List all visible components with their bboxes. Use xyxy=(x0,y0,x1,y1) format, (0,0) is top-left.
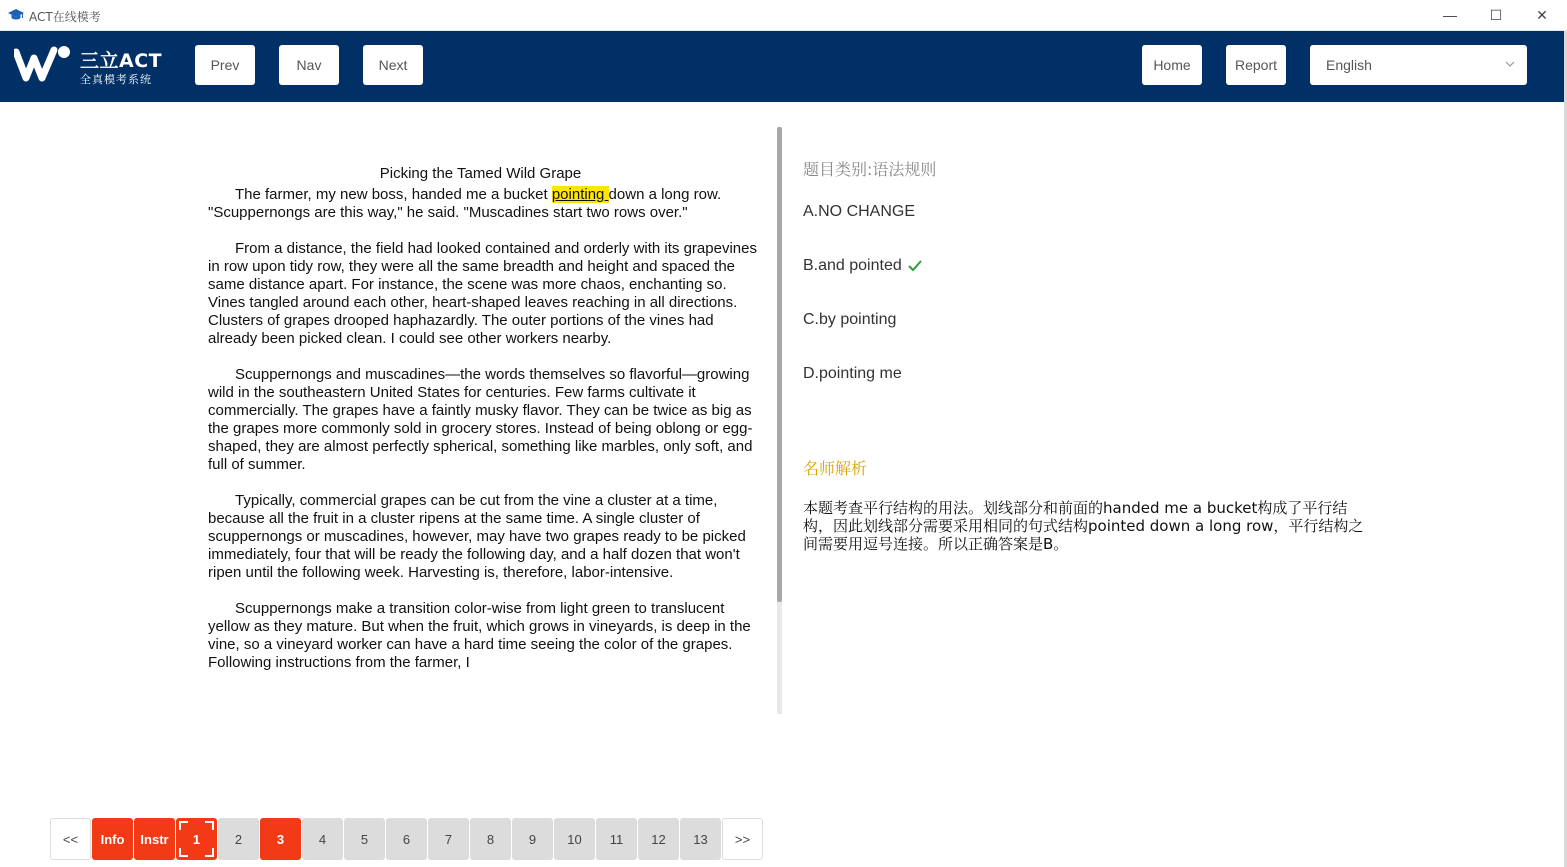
window-titlebar xyxy=(0,0,1567,31)
answer-option-d[interactable]: D.pointing me xyxy=(803,365,902,382)
nav-question-5[interactable]: 5 xyxy=(344,818,385,860)
brand-subtitle: 全真模考系统 xyxy=(80,73,152,86)
answer-option-b[interactable]: B.and pointed xyxy=(803,257,922,275)
passage-title: Picking the Tamed Wild Grape xyxy=(379,165,582,182)
next-button[interactable]: Next xyxy=(363,45,423,85)
passage-paragraph-4: Typically, commercial grapes can be cut from the vine a cluster at a time, because all the fruit in a cluster ripens at the same time. A single cluster of scuppernongs or muscadines, however, may have two grapes ready to be picked immediately, four that will be ready the following day, and a half dozen that won't ripen until the following week. Harvesting is, therefore, labor-intensive. xyxy=(208,492,746,581)
nav-prev-page[interactable]: << xyxy=(50,818,91,860)
answer-option-c[interactable]: C.by pointing xyxy=(803,311,897,328)
brand-logo xyxy=(14,44,174,90)
home-button[interactable]: Home xyxy=(1142,45,1202,85)
nav-question-8[interactable]: 8 xyxy=(470,818,511,860)
window-title: ACT在线模考 xyxy=(29,10,101,24)
prev-button[interactable]: Prev xyxy=(195,45,255,85)
question-navigator xyxy=(50,818,764,860)
reading-passage xyxy=(208,165,763,714)
nav-instr[interactable]: Instr xyxy=(134,818,175,860)
maximize-icon: ☐ xyxy=(1489,6,1503,23)
report-button[interactable]: Report xyxy=(1226,45,1286,85)
nav-question-2[interactable]: 2 xyxy=(218,818,259,860)
nav-next-page[interactable]: >> xyxy=(722,818,763,860)
passage-scrollbar[interactable] xyxy=(777,127,782,714)
language-selected-value: English xyxy=(1326,57,1372,73)
close-window-button[interactable] xyxy=(1519,0,1565,30)
nav-info[interactable]: Info xyxy=(92,818,133,860)
passage-paragraph-2: From a distance, the field had looked contained and orderly with its grapevines in row upon tidy row, they were all the same breadth and height and spaced the same distance apart. For instance, the scene was more chaos, enchanting so. Vines tangled around each other, heart-shaped leaves reaching in all directions. Clusters of grapes drooped haphazardly. The outer portions of the vines had already been picked clean. I could see other workers nearby. xyxy=(208,240,757,347)
minimize-icon: — xyxy=(1443,7,1457,23)
nav-question-13[interactable]: 13 xyxy=(680,818,721,860)
nav-question-1[interactable]: 1 xyxy=(176,818,217,860)
passage-paragraph-5: Scuppernongs make a transition color-wise from light green to translucent yellow as they mature. But when the fruit, which grows in vineyards, is deep in the vine, so a vineyard worker can have a hard time seeing the color of the grapes. Following instructions from the farmer, I xyxy=(208,600,751,671)
question-category: 题目类别:语法规则 xyxy=(803,160,937,179)
underlined-highlight: pointing xyxy=(551,186,609,203)
maximize-button[interactable] xyxy=(1473,0,1519,30)
nav-question-10[interactable]: 10 xyxy=(554,818,595,860)
nav-question-12[interactable]: 12 xyxy=(638,818,679,860)
analysis-text: 本题考查平行结构的用法。划线部分和前面的handed me a bucket构成了平行结构，因此划线部分需要采用相同的句式结构pointed down a long row，平行结构之间需要用逗号连接。所以正确答案是B。 xyxy=(803,499,1364,553)
analysis-heading: 名师解析 xyxy=(803,459,868,478)
passage-paragraph-3: Scuppernongs and muscadines—the words themselves so flavorful—growing wild in the southeastern United States for centuries. Few farms cultivate it commercially. The grapes have a faintly musky flavor. They can be twice as big as the grapes more commonly sold in grocery stores. Instead of being oblong or egg-shaped, they are almost perfectly spherical, something like marbles, only soft, and full of summer. xyxy=(208,366,753,473)
nav-question-11[interactable]: 11 xyxy=(596,818,637,860)
nav-question-3[interactable]: 3 xyxy=(260,818,301,860)
graduation-cap-icon xyxy=(8,8,24,22)
nav-question-9[interactable]: 9 xyxy=(512,818,553,860)
nav-button[interactable]: Nav xyxy=(279,45,339,85)
passage-paragraph-1: The farmer, my new boss, handed me a bucket pointing down a long row. "Scuppernongs are this way," he said. "Muscadines start two rows over." xyxy=(208,186,722,221)
chevron-down-icon xyxy=(1505,59,1515,69)
nav-question-7[interactable]: 7 xyxy=(428,818,469,860)
logo-w-icon xyxy=(14,44,72,84)
nav-question-4[interactable]: 4 xyxy=(302,818,343,860)
nav-question-6[interactable]: 6 xyxy=(386,818,427,860)
minimize-button[interactable] xyxy=(1427,0,1473,30)
close-icon: ✕ xyxy=(1536,6,1548,23)
checkmark-icon xyxy=(908,260,922,272)
answer-option-a[interactable]: A.NO CHANGE xyxy=(803,203,916,220)
brand-name: 三立ACT xyxy=(80,50,163,72)
scrollbar-thumb[interactable] xyxy=(777,127,782,602)
top-header xyxy=(0,31,1564,102)
language-select[interactable] xyxy=(1310,45,1527,85)
